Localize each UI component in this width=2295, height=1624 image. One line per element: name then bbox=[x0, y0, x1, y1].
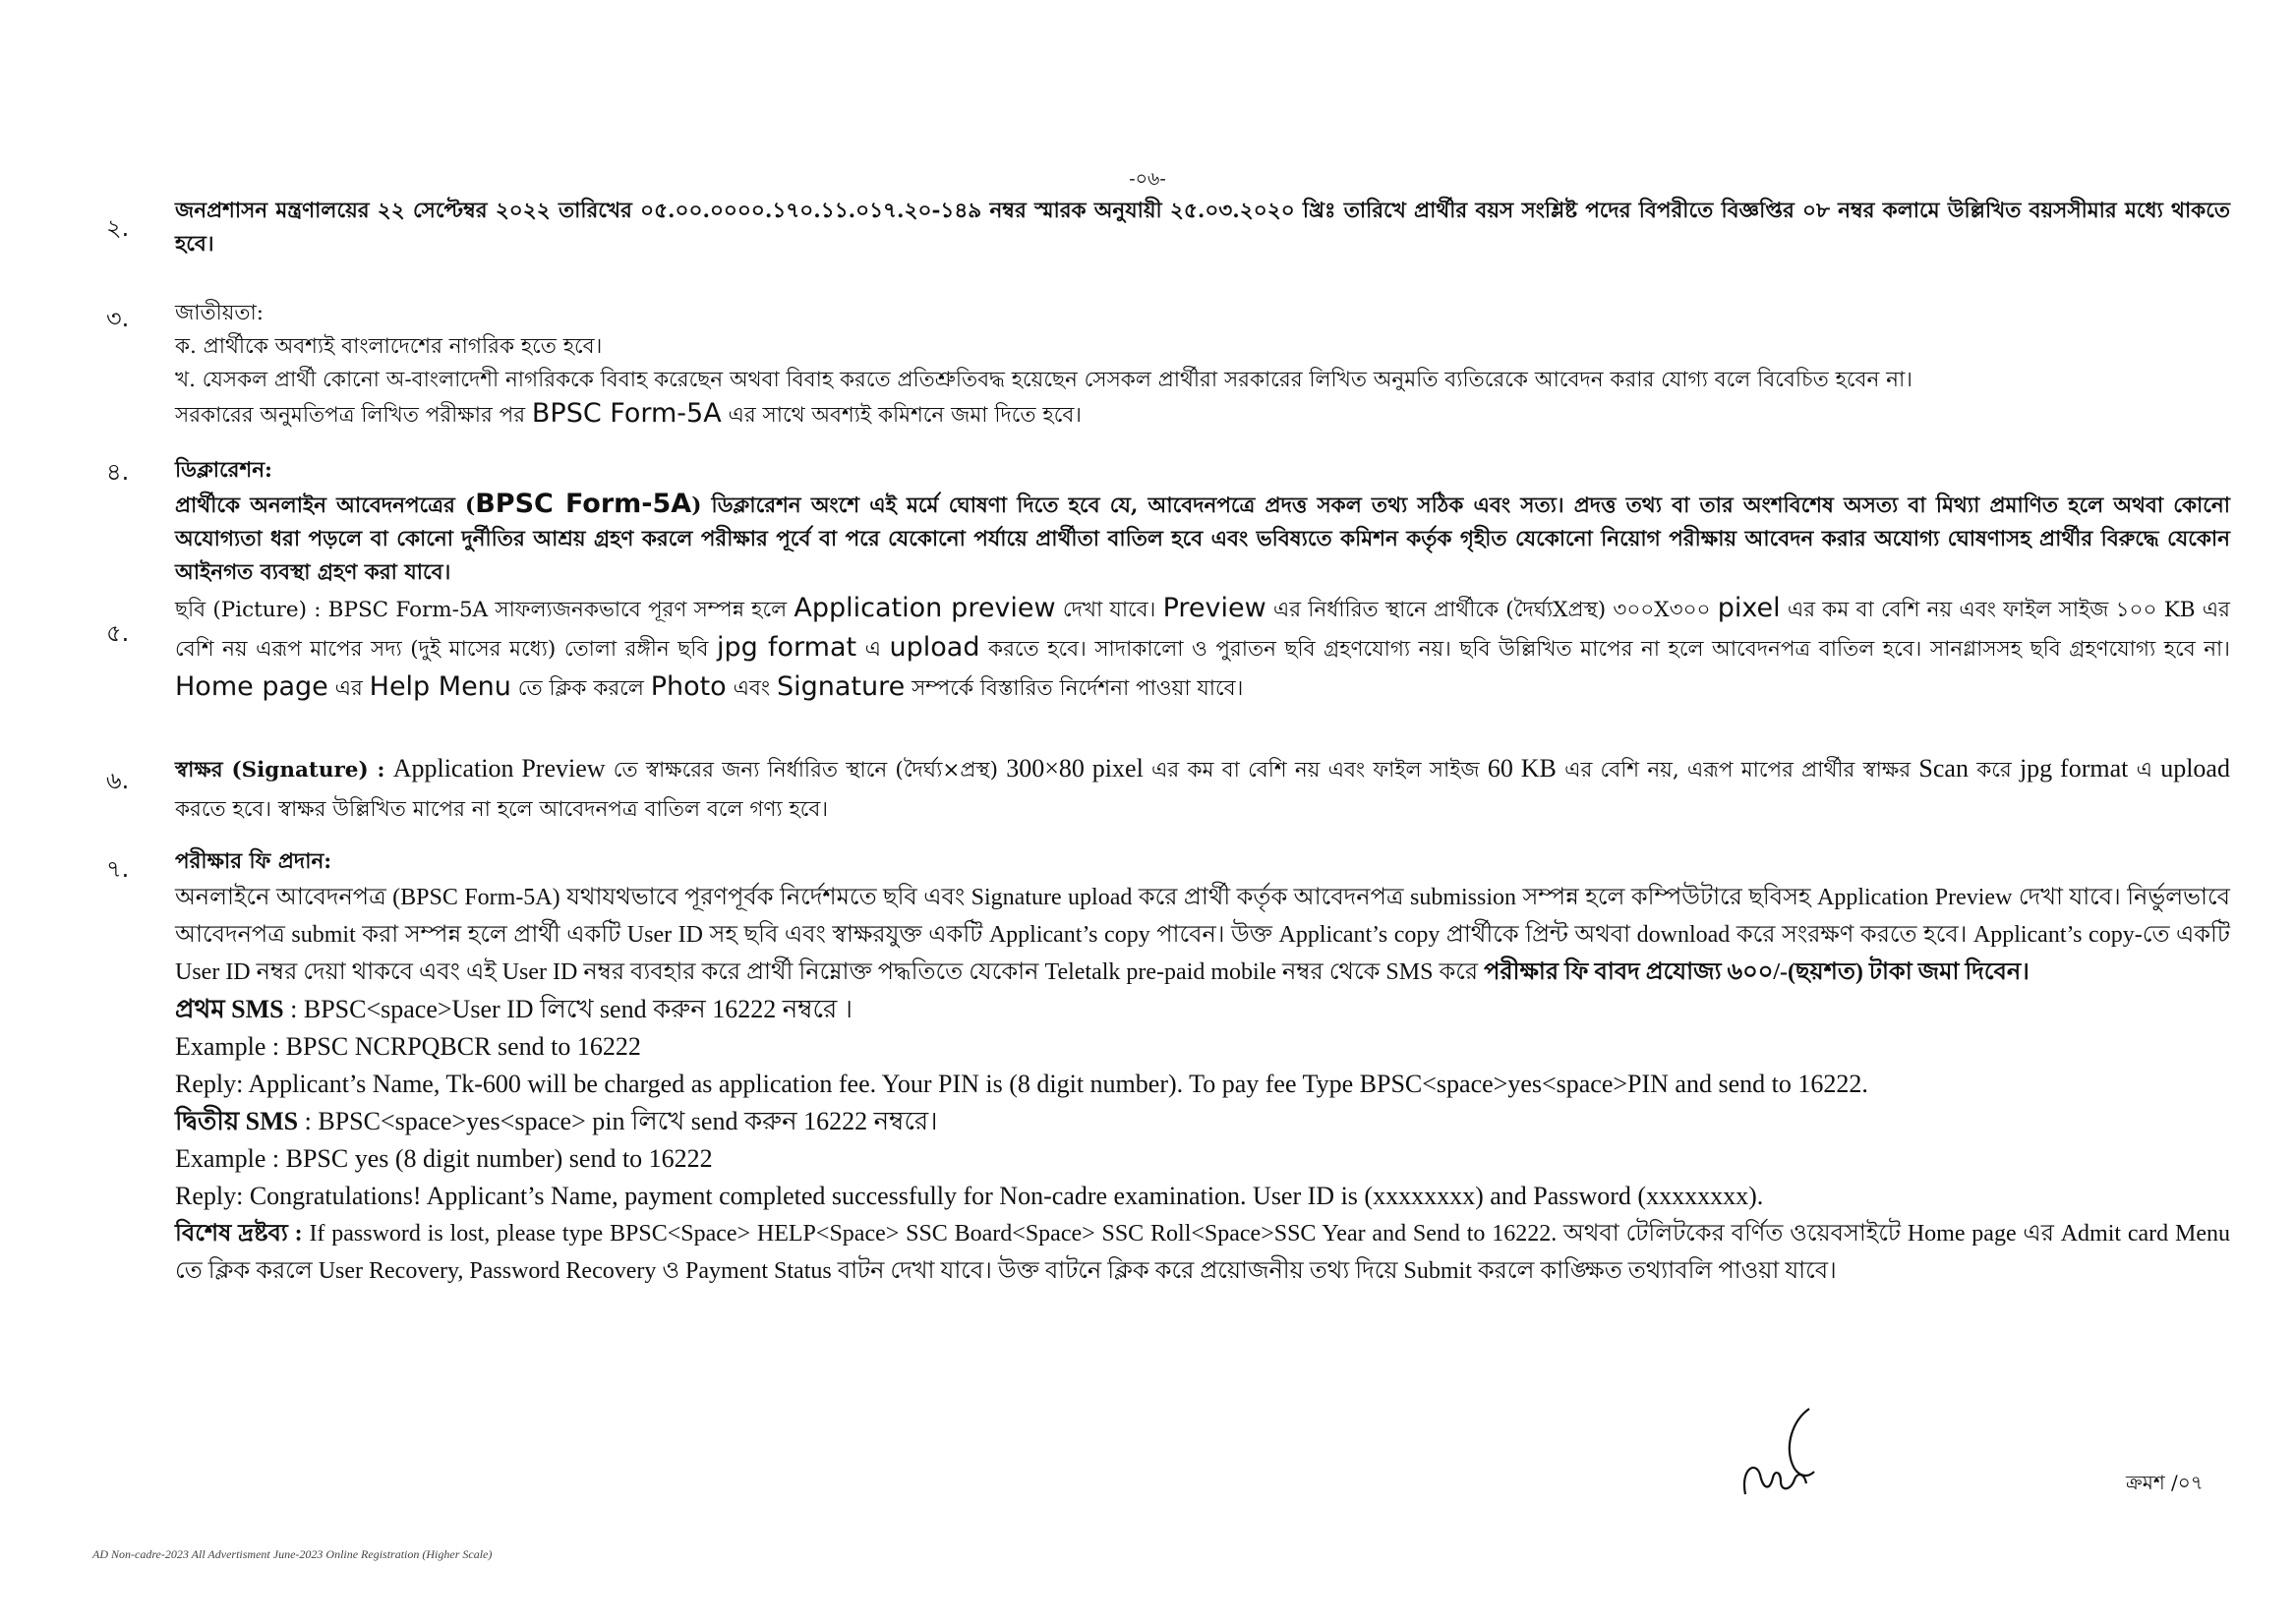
text-part: Photo bbox=[650, 671, 727, 702]
item-body bbox=[175, 590, 2230, 708]
item-heading: জাতীয়তা: bbox=[175, 301, 265, 325]
item-text: জনপ্রশাসন মন্ত্রণালয়ের ২২ সেপ্টেম্বর ২০২২ তারিখের ০৫.০০.০০০০.১৭০.১১.০১৭.২০-১৪৯ নম্বর স্মারক অনুযায়ী ২৫.০৩.২০২০ খ্রিঃ তারিখে প্রার্থীর বয়স সংশ্লিষ্ট পদের বিপরীতে বিজ্ঞপ্তির ০৮ নম্বর কলামে উল্লিখিত বয়সসীমার মধ্যে থাকতে হবে। bbox=[175, 199, 2230, 257]
footer-text: AD Non-cadre-2023 All Advertisment June-2023 Online Registration (Higher Scale) bbox=[92, 1547, 493, 1561]
item-heading: পরীক্ষার ফি প্রদান: bbox=[175, 849, 332, 874]
clause-b: খ. যেসকল প্রার্থী কোনো অ-বাংলাদেশী নাগরিককে বিবাহ করেছেন অথবা বিবাহ করতে প্রতিশ্রুতিবদ্ধ হয়েছেন সেসকল প্রার্থীরা সরকারের লিখিত অনুমতি ব্যতিরেকে আবেদন করার যোগ্য বলে বিবেচিত হবেন না। bbox=[175, 368, 1912, 392]
item-number: ৪. bbox=[106, 458, 130, 486]
text-part: তে ক্লিক করলে bbox=[517, 676, 644, 701]
text-part: Signature bbox=[776, 671, 906, 702]
text-part: 60 KB bbox=[1487, 754, 1557, 783]
example-2: Example : BPSC yes (8 digit number) send to 16222 bbox=[175, 1144, 713, 1173]
clause-a: ক. প্রার্থীকে অবশ্যই বাংলাদেশের নাগরিক হতে হবে। bbox=[175, 334, 603, 359]
item-text bbox=[175, 488, 2230, 590]
item-body bbox=[175, 195, 2230, 261]
text-part: করে bbox=[1976, 758, 2012, 783]
item-number: ৬. bbox=[106, 767, 130, 794]
item-number: ২. bbox=[106, 214, 130, 242]
text-part: ছবি (Picture) : BPSC Form-5A সাফল্যজনকভাবে পূরণ সম্পন্ন হলে bbox=[175, 598, 788, 622]
text-part: ) ডিক্লারেশন অংশে এই মর্মে ঘোষণা দিতে হবে যে, আবেদনপত্রে প্রদত্ত সকল তথ্য সঠিক এবং সত্য। প্রদত্ত তথ্য বা তার অংশবিশেষ অসত্য বা মিথ্যা প্রমাণিত হলে অথবা কোনো অযোগ্যতা ধরা পড়লে বা কোনো দুর্নীতির আশ্রয় গ্রহণ করলে পরীক্ষার পূর্বে বা পরে যেকোনো পর্যায়ে প্রার্থীতা বাতিল হবে এবং ভবিষ্যতে কমিশন কর্তৃক গৃহীত যেকোনো নিয়োগ পরীক্ষায় আবেদন করার অযোগ্য ঘোষণাসহ প্রার্থীর বিরুদ্ধে যেকোন আইনগত ব্যবস্থা গ্রহণ করা যাবে। bbox=[175, 493, 2231, 585]
text-part: অনলাইনে আবেদনপত্র (BPSC Form-5A) যথাযথভাবে পূরণপূর্বক নির্দেশমতে ছবি এবং Signature upload করে প্রার্থী কর্তৃক আবেদনপত্র submission সম্পন্ন হলে কম্পিউটারে ছবিসহ Application Preview দেখা যাবে। নির্ভুলভাবে আবেদনপত্র submit করা সম্পন্ন হলে প্রার্থী একটি User ID সহ ছবি এবং স্বাক্ষরযুক্ত একটি Applicant’s copy পাবেন। উক্ত Applicant’s copy প্রার্থীকে প্রিন্ট অথবা download করে সংরক্ষণ করতে হবে। Applicant’s copy-তে একটি User ID নম্বর দেয়া থাকবে এবং এই User ID নম্বর ব্যবহার করে প্রার্থী নিম্নোক্ত পদ্ধতিতে যেকোন Teletalk pre-paid mobile নম্বর থেকে SMS করে bbox=[175, 885, 2230, 985]
item-body bbox=[175, 749, 2230, 830]
sms-text: : BPSC<space>User ID লিখে send করুন 16222 নম্বরে । bbox=[290, 995, 853, 1023]
text-part: Scan bbox=[1918, 754, 1969, 783]
continued-marker: ক্রমশ /০৭ bbox=[2126, 1471, 2204, 1494]
text-part: Help Menu bbox=[369, 671, 511, 702]
item-heading: ডিক্লারেশন: bbox=[175, 458, 272, 483]
special-note bbox=[175, 1215, 2230, 1290]
form-name: BPSC Form-5A bbox=[531, 398, 722, 429]
sms-2 bbox=[175, 1103, 2230, 1140]
reply-2: Reply: Congratulations! Applicant’s Name, payment completed successfully for Non-cadre examination. User ID is (xxxxxxxx) and Password (xxxxxxxx). bbox=[175, 1182, 1764, 1210]
text-part: করতে হবে। স্বাক্ষর উল্লিখিত মাপের না হলে আবেদনপত্র বাতিল বলে গণ্য হবে। bbox=[175, 797, 829, 822]
text-part: এর বেশি নয়, এরূপ মাপের প্রার্থীর স্বাক্ষর bbox=[1564, 758, 1912, 783]
text-part: করতে হবে। সাদাকালো ও পুরাতন ছবি গ্রহণযোগ্য নয়। ছবি উল্লিখিত মাপের না হলে আবেদনপত্র বাতিল হবে। সানগ্লাসসহ ছবি গ্রহণযোগ্য হবে না। bbox=[988, 637, 2230, 662]
item-number: ৫. bbox=[106, 619, 130, 647]
text-part: দেখা যাবে। bbox=[1062, 598, 1156, 622]
item-body bbox=[175, 297, 2230, 433]
fee-paragraph bbox=[175, 879, 2230, 991]
text-part: 300×80 pixel bbox=[1006, 754, 1144, 783]
note-text: If password is lost, please type BPSC<Space> HELP<Space> SSC Board<Space> SSC Roll<Space>SSC Year and Send to 16222. অথবা টেলিটকের বর্ণিত ওয়েবসাইটে Home page এর Admit card Menu তে ক্লিক করলে User Recovery, Password Recovery ও Payment Status বাটন দেখা যাবে। উক্ত বাটনে ক্লিক করে প্রয়োজনীয় তথ্য দিয়ে Submit করলে কাঙ্ক্ষিত তথ্যাবলি পাওয়া যাবে। bbox=[175, 1221, 2230, 1284]
sms-1 bbox=[175, 991, 2230, 1028]
text-part: সম্পর্কে বিস্তারিত নির্দেশনা পাওয়া যাবে। bbox=[912, 676, 1244, 701]
text-part: jpg format bbox=[2019, 754, 2129, 783]
sms-label: প্রথম SMS bbox=[175, 995, 284, 1023]
reply-1: Reply: Applicant’s Name, Tk-600 will be charged as application fee. Your PIN is (8 digit number). To pay fee Type BPSC<space>yes<space>PIN and send to 16222. bbox=[175, 1070, 1868, 1098]
item-number: ৭. bbox=[106, 855, 130, 883]
note-label: বিশেষ দ্রষ্টব্য : bbox=[175, 1221, 303, 1247]
text-part: Home page bbox=[175, 671, 328, 702]
clause-c bbox=[175, 397, 2230, 433]
text-part: upload bbox=[2160, 754, 2230, 783]
text-part: এর bbox=[334, 676, 363, 701]
text-part: Application Preview bbox=[392, 754, 606, 783]
sms-text: : BPSC<space>yes<space> pin লিখে send করুন 16222 নম্বরে। bbox=[304, 1107, 938, 1135]
text-part: jpg format bbox=[716, 632, 857, 663]
clause-c-text-2: এর সাথে অবশ্যই কমিশনে জমা দিতে হবে। bbox=[728, 403, 1082, 428]
item-text bbox=[175, 749, 2230, 830]
signature-label: স্বাক্ষর (Signature) : bbox=[175, 758, 385, 783]
text-part: এ bbox=[2136, 758, 2152, 783]
example-1: Example : BPSC NCRPQBCR send to 16222 bbox=[175, 1032, 641, 1061]
text-part: তে স্বাক্ষরের জন্য নির্ধারিত স্থানে (দৈর্ঘ্য×প্রস্থ) bbox=[613, 758, 999, 783]
text-part: Preview bbox=[1162, 593, 1266, 623]
text-part: pixel bbox=[1717, 593, 1781, 623]
page-number: -০৬- bbox=[1129, 168, 1166, 190]
form-name: BPSC Form-5A bbox=[475, 489, 692, 519]
item-number: ৩. bbox=[106, 305, 130, 332]
text-part: প্রার্থীকে অনলাইন আবেদনপত্রের ( bbox=[175, 493, 476, 518]
text-part: upload bbox=[889, 632, 980, 663]
text-part: এর নির্ধারিত স্থানে প্রার্থীকে (দৈর্ঘ্যXপ্রস্থ) ৩০০X৩০০ bbox=[1272, 598, 1711, 622]
fee-amount-text: পরীক্ষার ফি বাবদ প্রযোজ্য ৬০০/-(ছয়শত) টাকা জমা দিবেন। bbox=[1484, 959, 2030, 985]
handwritten-signature bbox=[1716, 1401, 1854, 1513]
item-text bbox=[175, 590, 2230, 708]
text-part: এর কম বা বেশি নয় এবং ফাইল সাইজ ১০০ KB এর বেশি নয় এরূপ মাপের সদ্য (দুই মাসের মধ্যে) তোলা রঙ্গীন ছবি bbox=[175, 598, 2230, 662]
item-body bbox=[175, 454, 2230, 590]
item-body bbox=[175, 845, 2230, 1290]
text-part: এর কম বা বেশি নয় এবং ফাইল সাইজ bbox=[1151, 758, 1480, 783]
text-part: এবং bbox=[733, 676, 771, 701]
sms-label: দ্বিতীয় SMS bbox=[175, 1107, 299, 1135]
clause-c-text-1: সরকারের অনুমতিপত্র লিখিত পরীক্ষার পর bbox=[175, 403, 526, 428]
text-part: এ bbox=[864, 637, 881, 662]
text-part: Application preview bbox=[794, 593, 1056, 623]
